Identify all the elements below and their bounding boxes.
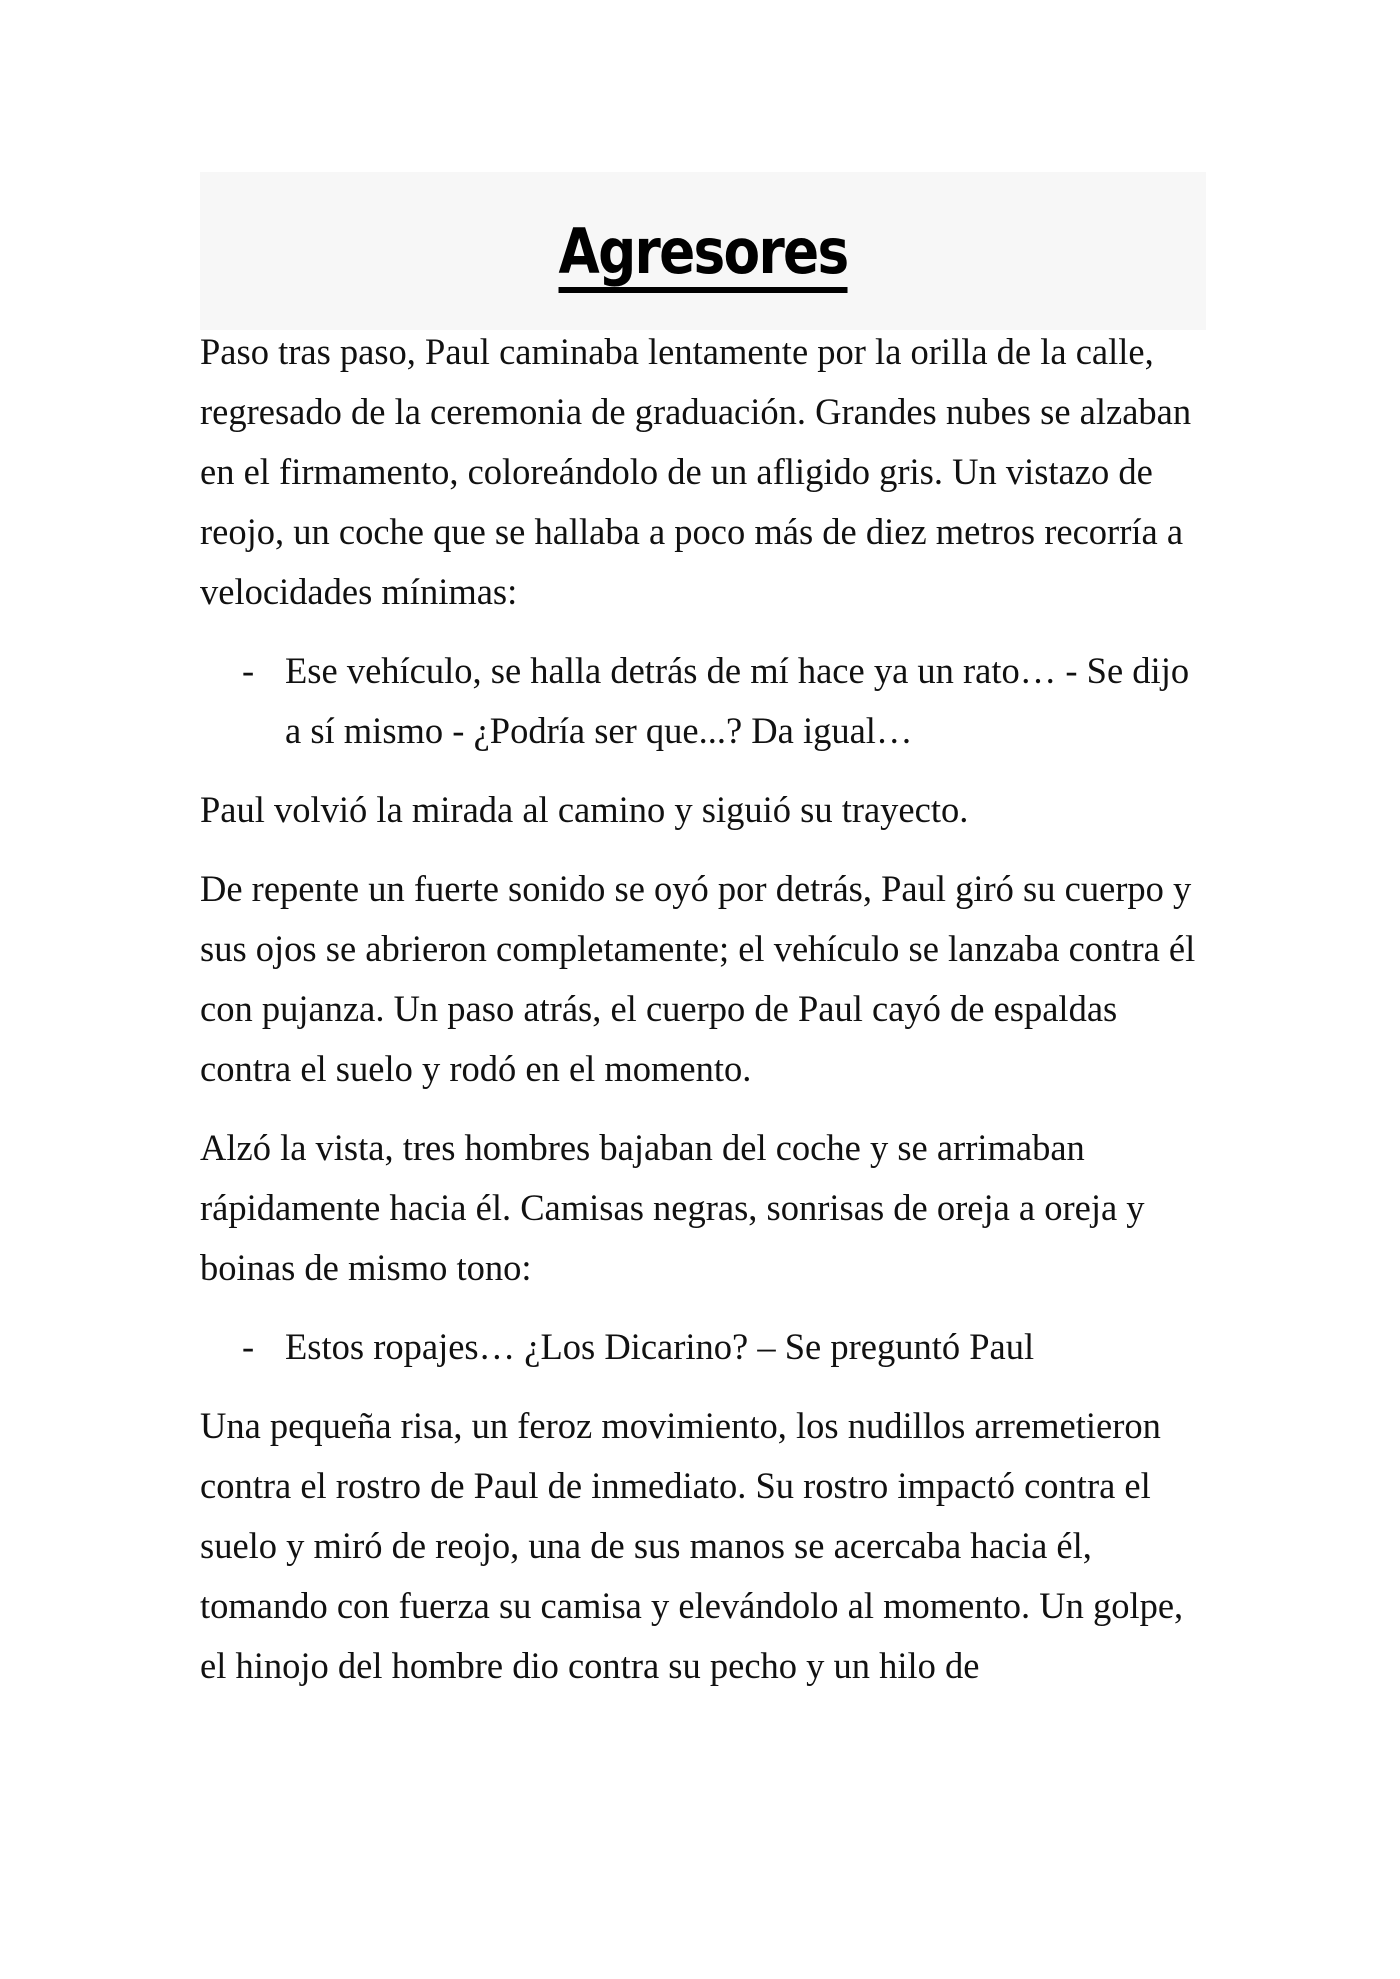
dialog-line (200, 1317, 1210, 1377)
document-body (200, 322, 1210, 1715)
paragraph: Una pequeña risa, un feroz movimiento, los nudillos arremetieron contra el rostro de Paul de inmediato. Su rostro impactó contra el suelo y miró de reojo, una de sus manos se acercaba hacia él, tomando con fuerza su camisa y elevándolo al momento. Un golpe, el hinojo del hombre dio contra su pecho y un hilo de (200, 1405, 1184, 1686)
dialog-dash: - (242, 650, 255, 691)
dialog-text: Estos ropajes… ¿Los Dicarino? – Se preguntó Paul (285, 1326, 1035, 1367)
title-banner (200, 172, 1206, 330)
document-title: Agresores (558, 214, 848, 288)
paragraph: Alzó la vista, tres hombres bajaban del coche y se arrimaban rápidamente hacia él. Camisas negras, sonrisas de oreja a oreja y boinas de mismo tono: (200, 1127, 1145, 1288)
dialog-text: Ese vehículo, se halla detrás de mí hace ya un rato… - Se dijo a sí mismo - ¿Podría ser que...? Da igual… (285, 650, 1190, 751)
paragraph: Paso tras paso, Paul caminaba lentamente por la orilla de la calle, regresado de la ceremonia de graduación. Grandes nubes se alzaban en el firmamento, coloreándolo de un afligido gris. Un vistazo de reojo, un coche que se hallaba a poco más de diez metros recorría a velocidades mínimas: (200, 331, 1192, 612)
paragraph: Paul volvió la mirada al camino y siguió su trayecto. (200, 789, 969, 830)
dialog-dash: - (242, 1326, 255, 1367)
dialog-line (200, 641, 1210, 761)
paragraph: De repente un fuerte sonido se oyó por detrás, Paul giró su cuerpo y sus ojos se abrieron completamente; el vehículo se lanzaba contra él con pujanza. Un paso atrás, el cuerpo de Paul cayó de espaldas contra el suelo y rodó en el momento. (200, 868, 1196, 1089)
